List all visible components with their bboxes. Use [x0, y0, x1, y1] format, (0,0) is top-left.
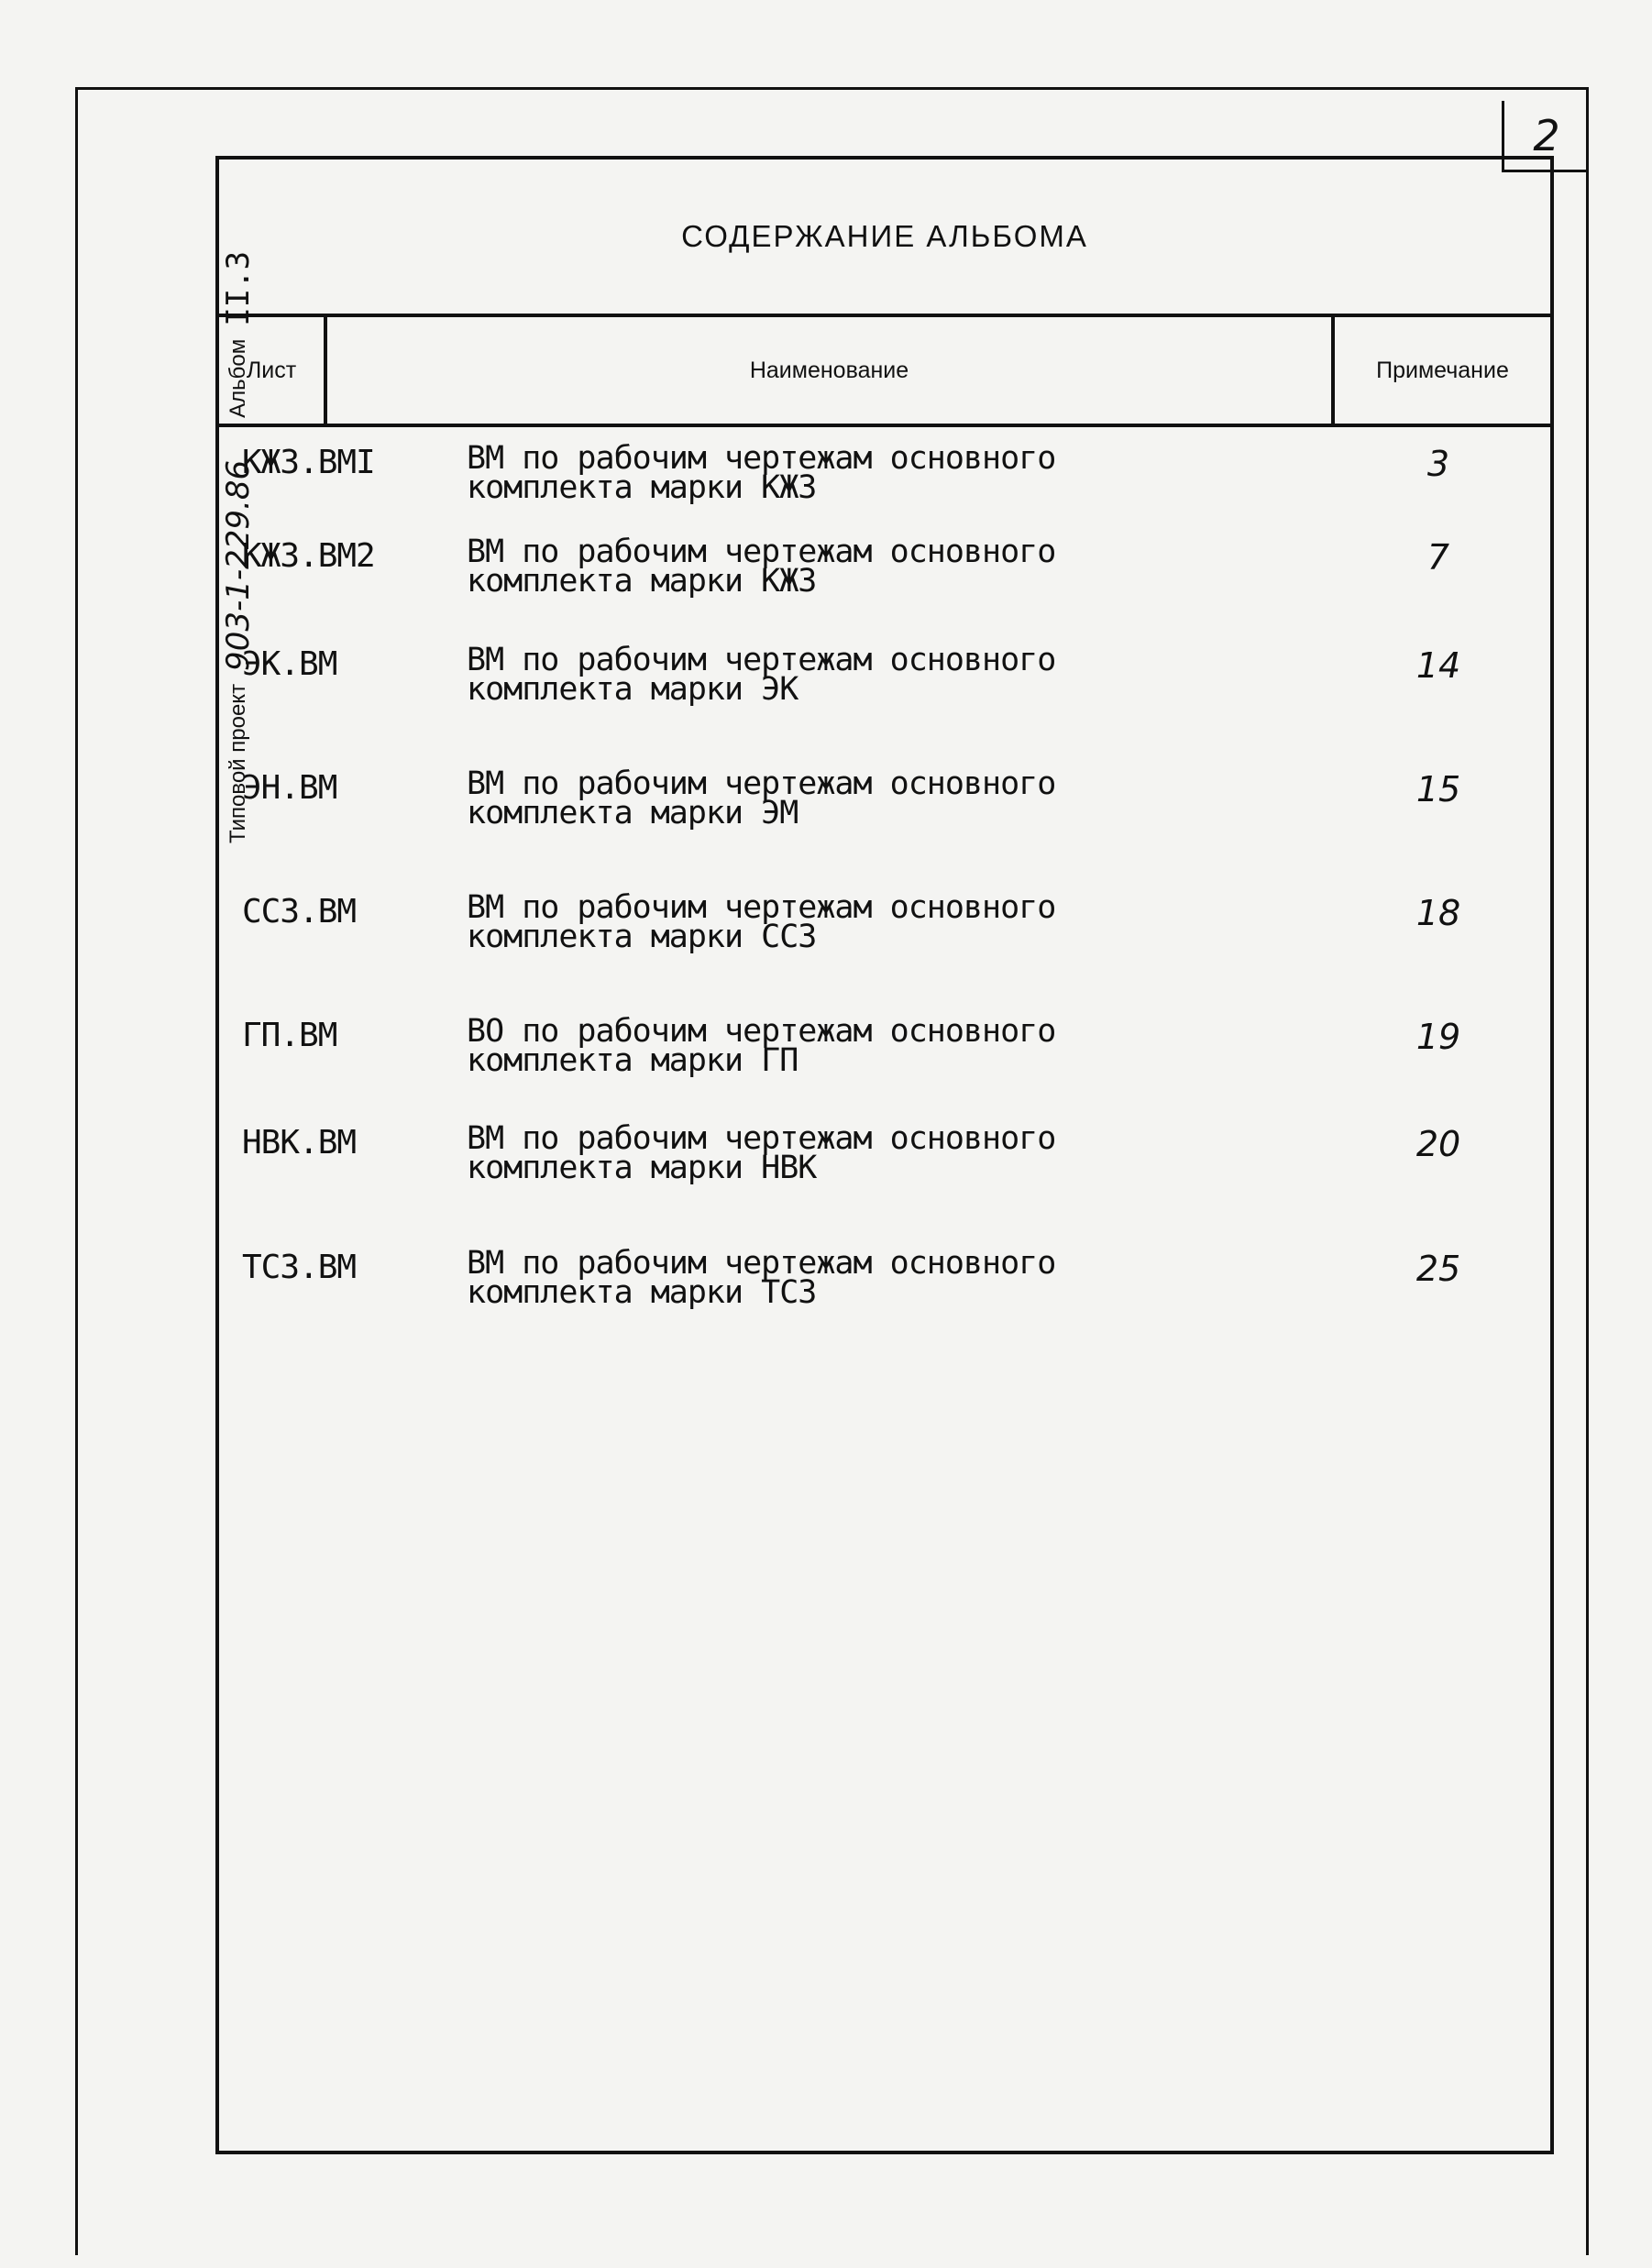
row-name-line2: комплекта марки НВК	[467, 1150, 817, 1186]
row-note: 3	[1426, 444, 1450, 484]
table-row	[219, 753, 1550, 853]
page-number-value: 2	[1533, 110, 1560, 160]
row-code: КЖЗ.ВМ2	[242, 537, 375, 575]
row-note: 25	[1415, 1249, 1461, 1289]
row-name	[467, 1120, 1292, 1186]
header-name-label: Наименование	[749, 357, 909, 383]
table-row	[219, 427, 1550, 528]
row-name	[467, 1245, 1292, 1311]
sheet-title	[219, 160, 1550, 317]
row-name-line1: ВО по рабочим чертежам основного	[467, 1013, 1056, 1050]
table-row	[219, 629, 1550, 730]
table-row	[219, 1107, 1550, 1208]
row-code: ЭН.ВМ	[242, 769, 337, 807]
row-name-line2: комплекта марки ГП	[467, 1042, 798, 1079]
row-name	[467, 534, 1292, 600]
row-name-line2: комплекта марки КЖЗ	[467, 563, 817, 600]
row-name-line1: ВМ по рабочим чертежам основного	[467, 889, 1056, 926]
row-name	[467, 765, 1292, 831]
row-name-line1: ВМ по рабочим чертежам основного	[467, 1245, 1056, 1282]
row-name-line1: ВМ по рабочим чертежам основного	[467, 765, 1056, 802]
header-sheet-label: Лист	[246, 357, 297, 383]
project-number: 903-1-229.86	[220, 459, 257, 671]
row-name-line2: комплекта марки КЖЗ	[467, 469, 817, 506]
row-code: НВК.ВМ	[242, 1124, 357, 1162]
row-code: ТСЗ.ВМ	[242, 1249, 357, 1286]
row-note: 7	[1426, 537, 1450, 578]
row-name-line2: комплекта марки ЭК	[467, 671, 798, 708]
header-sheet	[219, 317, 327, 424]
row-note: 19	[1415, 1017, 1461, 1057]
table-row	[219, 876, 1550, 977]
row-name	[467, 642, 1292, 708]
row-name-line1: ВМ по рабочим чертежам основного	[467, 642, 1056, 678]
header-note-label: Примечание	[1376, 357, 1509, 383]
table-row	[219, 1232, 1550, 1333]
album-label: Альбом	[226, 338, 250, 418]
row-name-line1: ВМ по рабочим чертежам основного	[467, 1120, 1056, 1157]
album-number: II.3	[220, 250, 257, 326]
project-label: Типовой проект	[226, 683, 250, 843]
row-name-line2: комплекта марки ССЗ	[467, 919, 817, 955]
row-note: 20	[1415, 1124, 1461, 1164]
row-name-line2: комплекта марки ЭМ	[467, 795, 798, 831]
contents-sheet	[215, 156, 1554, 2154]
row-note: 18	[1415, 893, 1461, 933]
sheet-title-text: СОДЕРЖАНИЕ АЛЬБОМА	[681, 219, 1088, 253]
row-name	[467, 889, 1292, 955]
table-row	[219, 1000, 1550, 1101]
row-note: 15	[1415, 769, 1461, 809]
row-code: ГП.ВМ	[242, 1017, 337, 1054]
row-code: ЭК.ВМ	[242, 645, 337, 683]
table-header	[219, 317, 1550, 427]
row-name-line2: комплекта марки ТСЗ	[467, 1274, 817, 1311]
row-name	[467, 440, 1292, 506]
row-note: 14	[1415, 645, 1461, 686]
row-code: КЖЗ.ВМI	[242, 444, 375, 481]
header-name	[327, 317, 1335, 424]
header-note	[1335, 317, 1550, 424]
table-row	[219, 521, 1550, 622]
row-name-line1: ВМ по рабочим чертежам основного	[467, 440, 1056, 477]
row-name-line1: ВМ по рабочим чертежам основного	[467, 534, 1056, 570]
row-name	[467, 1013, 1292, 1079]
row-code: ССЗ.ВМ	[242, 893, 357, 930]
